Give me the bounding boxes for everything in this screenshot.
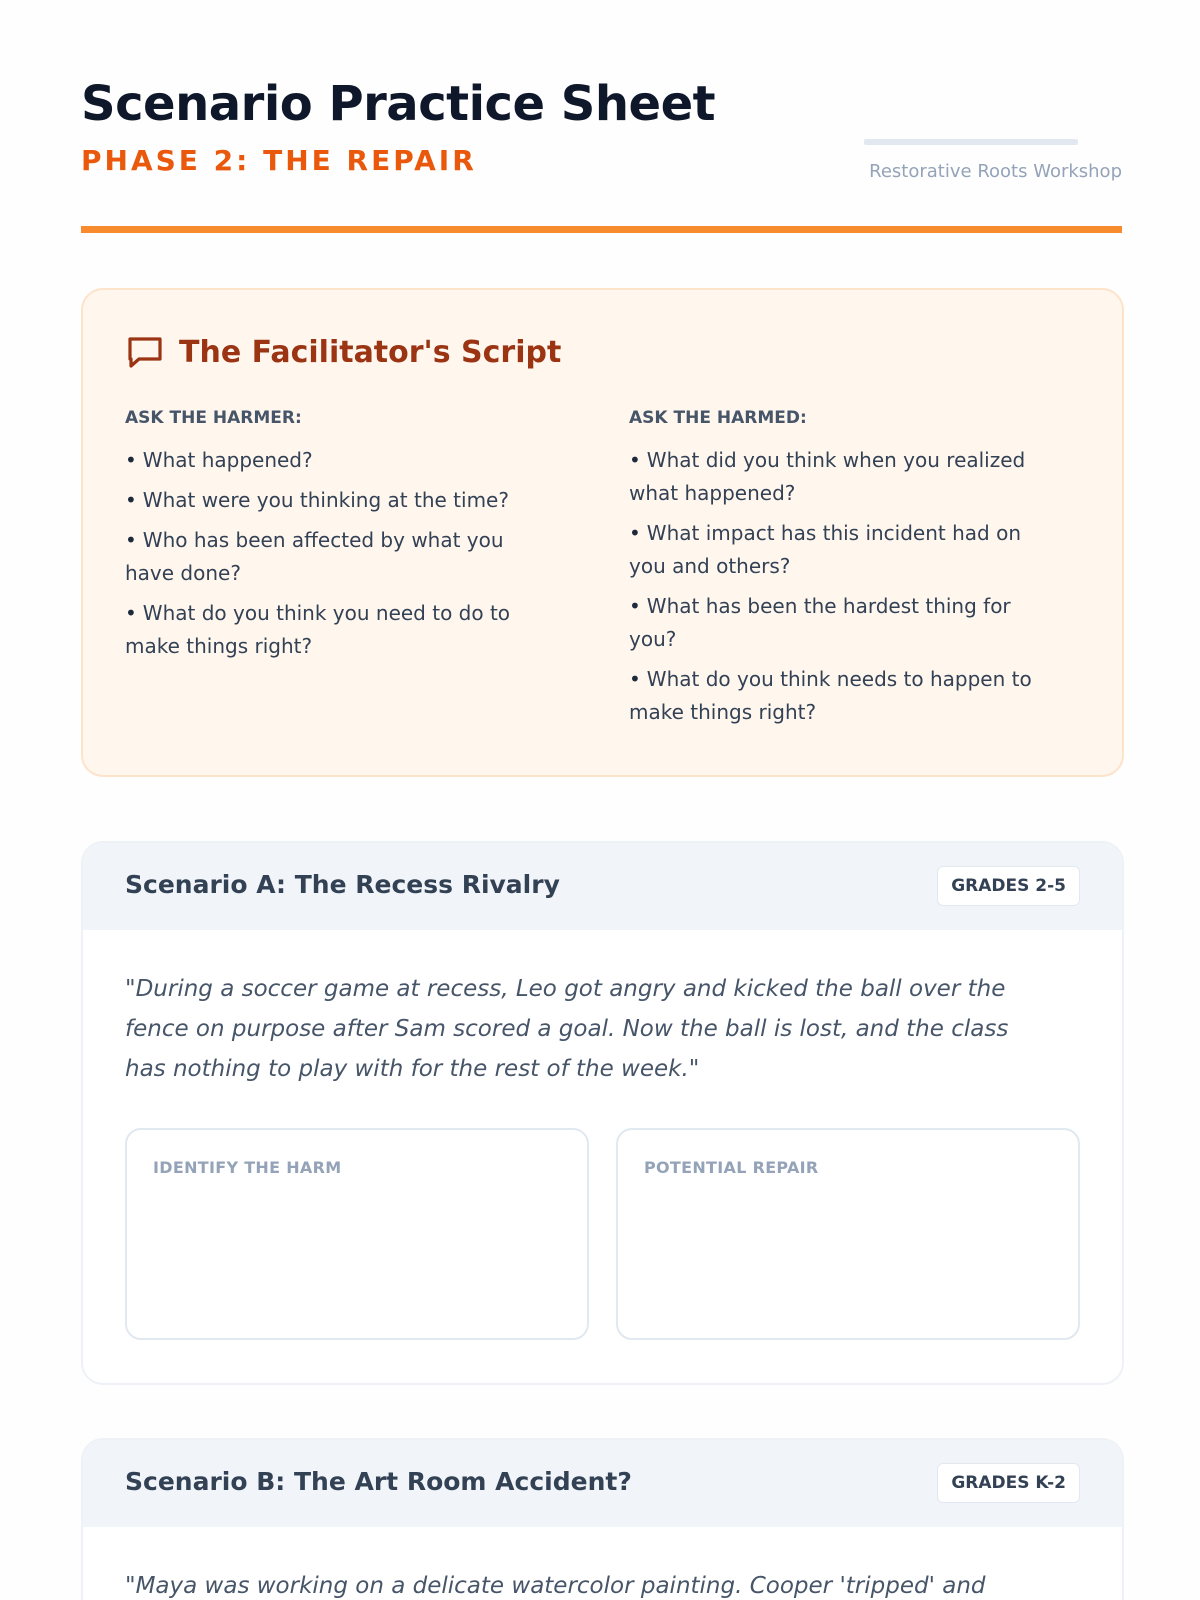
harmer-label: ASK THE HARMER:	[125, 408, 302, 428]
page-title: Scenario Practice Sheet	[81, 76, 716, 132]
question-item: • What do you think you need to do to make things right?	[125, 597, 555, 663]
script-title: The Facilitator's Script	[179, 334, 562, 370]
scenario-card-b	[81, 1438, 1124, 1600]
grade-badge: GRADES K-2	[937, 1463, 1080, 1503]
chat-bubble-icon	[125, 332, 165, 372]
identify-harm-label: IDENTIFY THE HARM	[153, 1158, 342, 1177]
script-heading	[125, 332, 561, 372]
grade-badge: GRADES 2-5	[937, 866, 1080, 906]
harmed-question-list	[629, 444, 1059, 729]
question-item: • What has been the hardest thing for you?	[629, 590, 1059, 656]
harmed-label: ASK THE HARMED:	[629, 408, 807, 428]
facilitator-script-panel	[81, 288, 1124, 777]
harmer-question-list	[125, 444, 555, 663]
scenario-card-a	[81, 841, 1124, 1385]
identify-harm-box[interactable]	[125, 1128, 589, 1340]
potential-repair-box[interactable]	[616, 1128, 1080, 1340]
harmed-questions	[629, 408, 1059, 736]
scenario-title: Scenario B: The Art Room Accident?	[125, 1467, 632, 1496]
potential-repair-label: POTENTIAL REPAIR	[644, 1158, 819, 1177]
workshop-name: Restorative Roots Workshop	[869, 161, 1122, 182]
question-item: • What do you think needs to happen to make things right?	[629, 663, 1059, 729]
question-item: • Who has been affected by what you have done?	[125, 524, 555, 590]
harmer-questions	[125, 408, 555, 670]
question-item: • What were you thinking at the time?	[125, 484, 555, 517]
header-divider	[81, 226, 1122, 233]
page-header	[81, 76, 1122, 234]
scenario-description: "During a soccer game at recess, Leo got angry and kicked the ball over the fence on purpose after Sam scored a goal. Now the ball is lost, and the class has nothing to play with for the rest of the week."	[125, 976, 1009, 1082]
page-subtitle: PHASE 2: THE REPAIR	[81, 144, 477, 177]
scenario-description: "Maya was working on a delicate watercolor painting. Cooper 'tripped' and	[125, 1573, 986, 1599]
question-item: • What did you think when you realized what happened?	[629, 444, 1059, 510]
scenario-header	[83, 1440, 1122, 1527]
workshop-bar	[864, 139, 1078, 145]
scenario-title: Scenario A: The Recess Rivalry	[125, 870, 560, 899]
scenario-header	[83, 843, 1122, 930]
question-item: • What happened?	[125, 444, 555, 477]
question-item: • What impact has this incident had on you and others?	[629, 517, 1059, 583]
